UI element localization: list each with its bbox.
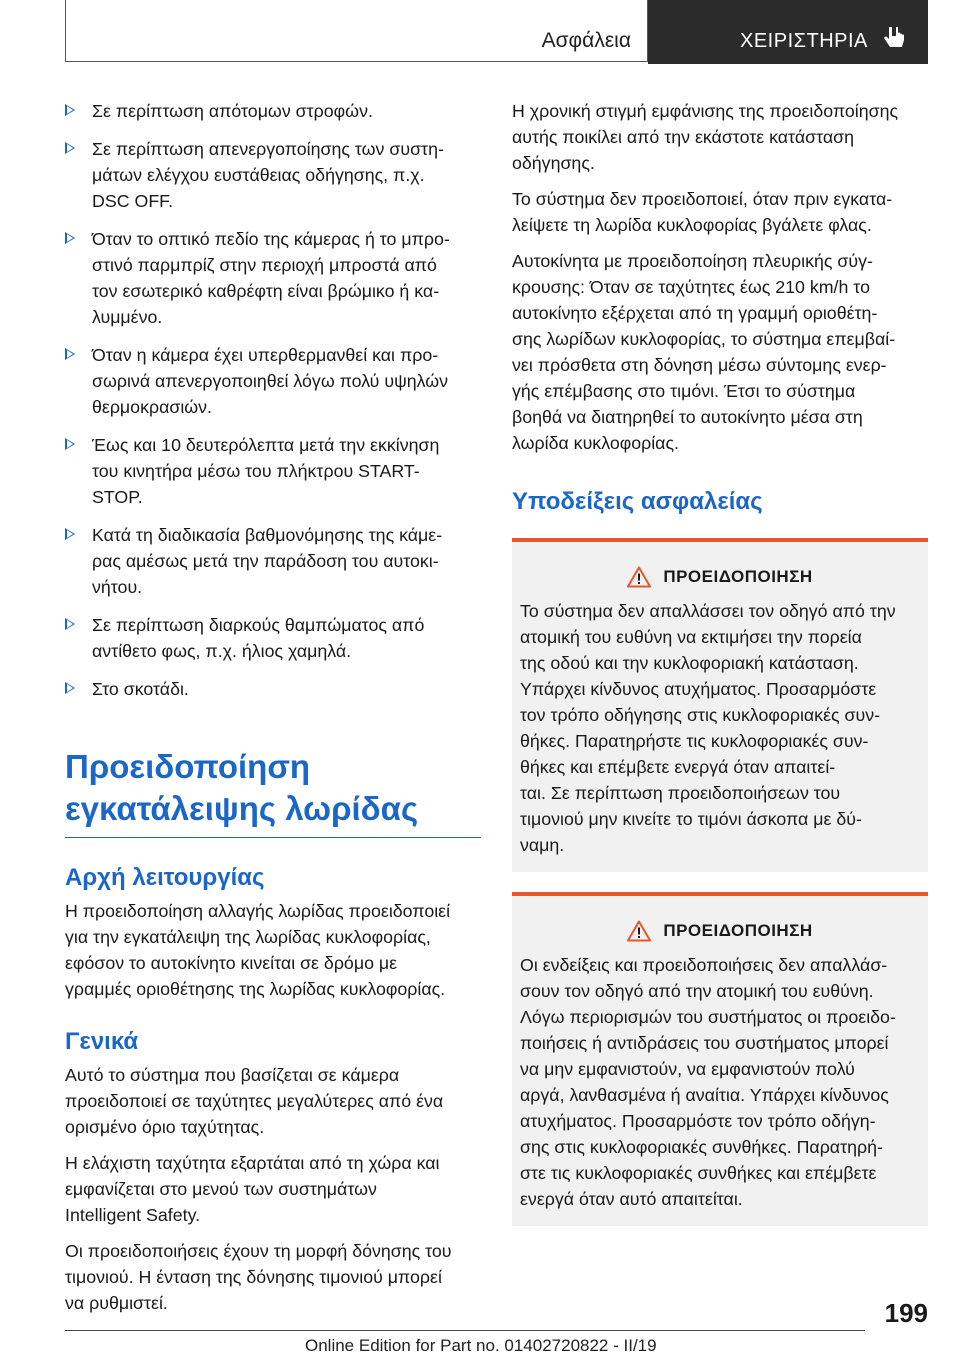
- list-item: [65, 432, 481, 510]
- general-paragraph: Οι προειδοποιήσεις έχουν τη μορφή δόνησης του τιμονιού. Η ένταση της δόνησης τιμονιού μπορεί να ρυθμιστεί.: [65, 1241, 452, 1313]
- body-paragraph: Αυτοκίνητα με προειδοποίηση πλευρικής σύγ- κρουσης: Όταν σε ταχύτητες έως 210 km/h το αυτοκίνητο εξέρχεται από τη γραμμή οριοθέτη- σης λωρίδων κυκλοφορίας, το σύστημα επεμβαί- νει πρόσθετα στη δόνηση μέσω σύντομης ενερ- γής επέμβασης στο τιμόνι. Έτσι το σύστημα βοηθά να διατηρηθεί το αυτοκίνητο μέσα στη λωρίδα κυκλοφορίας.: [512, 251, 896, 453]
- section-title: Ασφάλεια: [541, 29, 631, 52]
- hand-pointer-icon: [880, 24, 908, 52]
- triangle-bullet-icon: [65, 528, 75, 540]
- list-item-text: Σε περίπτωση απενεργοποίησης των συστη- μάτων ελέγχου ευστάθειας οδήγησης, π.χ. DSC OFF.: [92, 139, 444, 211]
- warning-box: [512, 892, 928, 1226]
- safety-heading: Υποδείξεις ασφαλείας: [512, 488, 763, 515]
- warning-box: [512, 538, 928, 872]
- triangle-bullet-icon: [65, 232, 75, 244]
- triangle-bullet-icon: [65, 438, 75, 450]
- page-header: [65, 0, 928, 64]
- footer-divider: [65, 1330, 865, 1331]
- list-item-text: Όταν η κάμερα έχει υπερθερμανθεί και προ- σωρινά απενεργοποιηθεί λόγω πολύ υψηλών θερμοκρασιών.: [92, 345, 449, 417]
- list-item-text: Σε περίπτωση διαρκούς θαμπώματος από αντίθετο φως, π.χ. ήλιος χαμηλά.: [92, 615, 425, 661]
- list-item: [65, 98, 481, 124]
- list-item: [65, 342, 481, 420]
- triangle-bullet-icon: [65, 142, 75, 154]
- list-item-text: Σε περίπτωση απότομων στροφών.: [92, 101, 373, 121]
- warning-header: [520, 566, 920, 588]
- list-item-text: Όταν το οπτικό πεδίο της κάμερας ή το μπρο- στινό παρμπρίζ στην περιοχή μπροστά από τον εσωτερικό καθρέφτη είναι βρώμικο ή κα- λυμμένο.: [92, 229, 450, 327]
- function-heading: Αρχή λειτουργίας: [65, 864, 265, 891]
- left-column: [65, 98, 481, 1326]
- triangle-bullet-icon: [65, 348, 75, 360]
- warning-title: ΠΡΟΕΙΔΟΠΟΙΗΣΗ: [663, 567, 813, 586]
- list-item: [65, 522, 481, 600]
- body-paragraph: Το σύστημα δεν προειδοποιεί, όταν πριν εγκατα- λείψετε τη λωρίδα κυκλοφορίας βγάλετε φλας.: [512, 189, 893, 235]
- limitation-list: [65, 98, 481, 702]
- general-heading: Γενικά: [65, 1028, 139, 1055]
- function-text: Η προειδοποίηση αλλαγής λωρίδας προειδοποιεί για την εγκατάλειψη της λωρίδας κυκλοφορίας, εφόσον το αυτοκίνητο κινείται σε δρόμο με γραμμές οριοθέτησης της λωρίδας κυκλοφορίας.: [65, 901, 451, 999]
- triangle-bullet-icon: [65, 104, 75, 116]
- chapter-title: ΧΕΙΡΙΣΤΗΡΙΑ: [740, 30, 868, 52]
- page-number: 199: [884, 1298, 928, 1328]
- triangle-bullet-icon: [65, 618, 75, 630]
- warning-header: [520, 920, 920, 942]
- body-paragraph: Η χρονική στιγμή εμφάνισης της προειδοποίησης αυτής ποικίλει από την εκάστοτε κατάσταση οδήγησης.: [512, 101, 899, 173]
- list-item-text: Κατά τη διαδικασία βαθμονόμησης της κάμε- ρας αμέσως μετά την παράδοση του αυτοκι- νήτου.: [92, 525, 443, 597]
- warning-title: ΠΡΟΕΙΔΟΠΟΙΗΣΗ: [663, 921, 813, 940]
- general-paragraph: Αυτό το σύστημα που βασίζεται σε κάμερα προειδοποιεί σε ταχύτητες μεγαλύτερες από ένα ορισμένο όριο ταχύτητας.: [65, 1065, 444, 1137]
- warning-text: Οι ενδείξεις και προειδοποιήσεις δεν απαλλάσ- σουν τον οδηγό από την ατομική του ευθύνη. Λόγω περιορισμών του συστήματος οι προειδο- ποιήσεις ή αντιδράσεις του συστήματος μπορεί να μην εμφανιστούν, να εμφανιστούν πολύ αργά, λανθασμένα ή αναίτια. Υπάρχει κίνδυνος ατυχήματος. Προσαρμόστε τον τρόπο οδήγη- σης στις κυκλοφοριακές συνθήκες. Παρατηρή- στε τις κυκλοφοριακές συνθήκες και επέμβετε ενεργά όταν αυτό απαιτείται.: [520, 955, 896, 1209]
- warning-triangle-icon: [627, 566, 651, 588]
- warning-triangle-icon: [627, 920, 651, 942]
- warning-text: Το σύστημα δεν απαλλάσσει τον οδηγό από την ατομική του ευθύνη να εκτιμήσει την πορεία της οδού και την κυκλοφοριακή κατάσταση. Υπάρχει κίνδυνος ατυχήματος. Προσαρμόστε τον τρόπο οδήγησης στις κυκλοφοριακές συν- θήκες. Παρατηρήστε τις κυκλοφοριακές συν- θήκες και επέμβετε ενεργά όταν απαιτεί- ται. Σε περίπτωση προειδοποιήσεων του τιμονιού μην κινείτε το τιμόνι άσκοπα με δύ- ναμη.: [520, 601, 896, 855]
- list-item: [65, 226, 481, 330]
- list-item-text: Στο σκοτάδι.: [92, 679, 189, 699]
- list-item-text: Έως και 10 δευτερόλεπτα μετά την εκκίνηση του κινητήρα μέσω του πλήκτρου START- STOP.: [92, 435, 440, 507]
- general-paragraph: Η ελάχιστη ταχύτητα εξαρτάται από τη χώρα και εμφανίζεται στο μενού των συστημάτων Intelligent Safety.: [65, 1153, 440, 1225]
- triangle-bullet-icon: [65, 682, 75, 694]
- chapter-tab: [648, 0, 928, 64]
- right-column: [512, 98, 928, 1246]
- section-tab: [65, 0, 648, 62]
- list-item: [65, 612, 481, 664]
- page-title: Προειδοποίηση εγκατάλειψης λωρίδας: [65, 746, 481, 838]
- list-item: [65, 136, 481, 214]
- list-item: [65, 676, 481, 702]
- footer-edition: Online Edition for Part no. 01402720822 - II/19: [305, 1336, 657, 1355]
